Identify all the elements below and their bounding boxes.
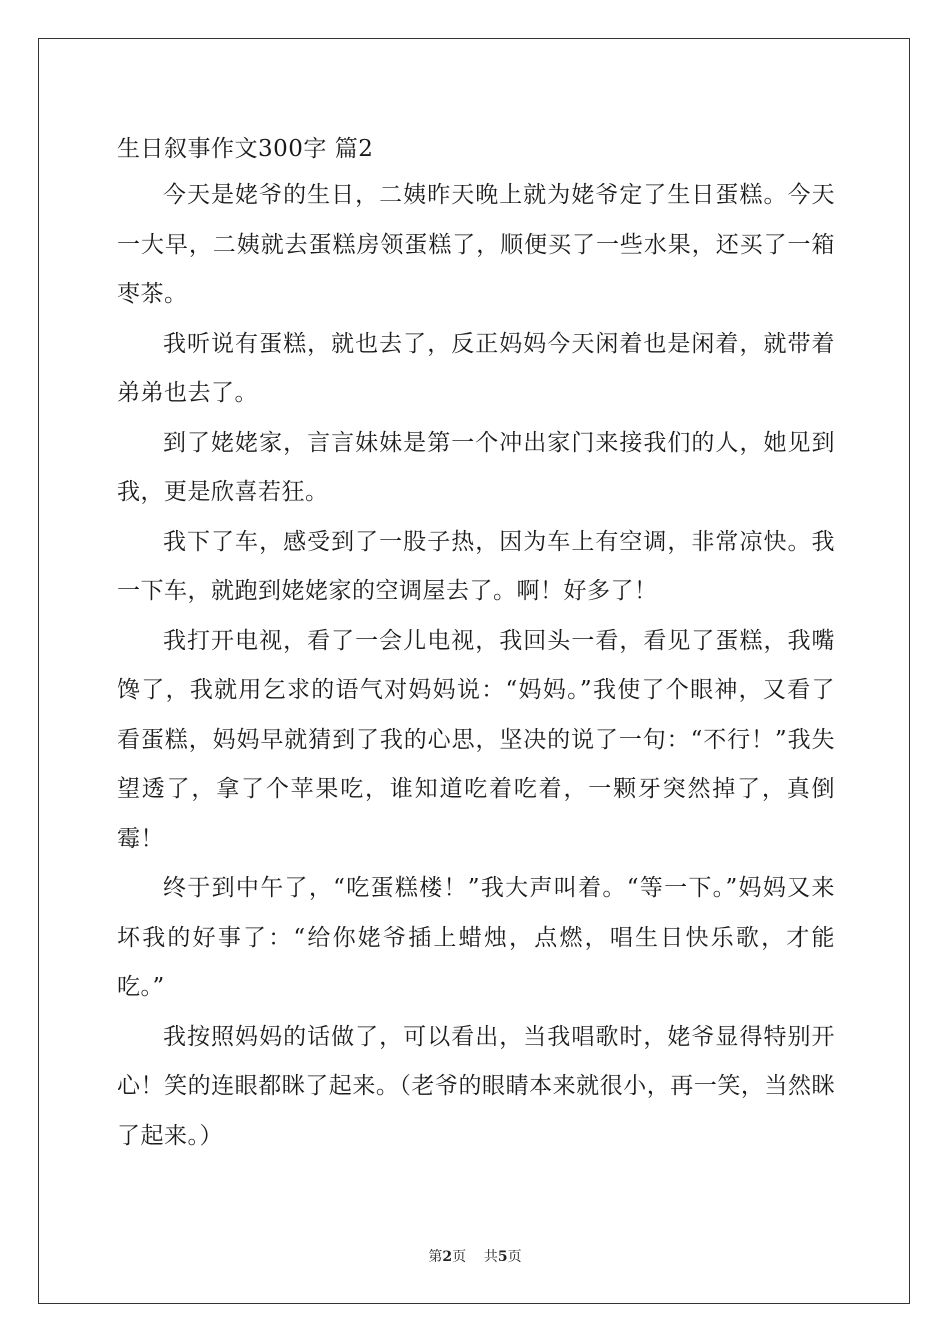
paragraph-2: 我听说有蛋糕，就也去了，反正妈妈今天闲着也是闲着，就带着弟弟也去了。: [117, 330, 835, 406]
paragraph-7: 我按照妈妈的话做了，可以看出，当我唱歌时，姥爷显得特别开心！笑的连眼都眯了起来。（老爷的眼睛本来就很小，再一笑，当然眯了起来。）: [117, 1023, 835, 1149]
total-prefix: 共: [483, 1249, 498, 1265]
paragraph-4: 我下了车，感受到了一股子热，因为车上有空调，非常凉快。我一下车，就跑到姥姥家的空调屋去了。啊！好多了！: [117, 528, 835, 604]
page-footer: [0, 1246, 950, 1266]
page-number-label: [428, 1249, 466, 1265]
total-suffix: 页: [507, 1249, 522, 1265]
total-pages: 5: [497, 1249, 508, 1265]
page-suffix: 页: [452, 1249, 467, 1265]
page-number: 2: [442, 1249, 453, 1265]
paragraph-1: 今天是姥爷的生日，二姨昨天晚上就为姥爷定了生日蛋糕。今天一大早，二姨就去蛋糕房领蛋糕了，顺便买了一些水果，还买了一箱枣茶。: [117, 182, 835, 307]
paragraph-3: 到了姥姥家，言言妹妹是第一个冲出家门来接我们的人，她见到我，更是欣喜若狂。: [117, 429, 835, 505]
page-prefix: 第: [428, 1249, 443, 1265]
document-body: [117, 128, 835, 1161]
paragraph-6: 终于到中午了，“吃蛋糕楼！”我大声叫着。“等一下。”妈妈又来坏我的好事了：“给你姥爷插上蜡烛，点燃，唱生日快乐歌，才能吃。”: [117, 875, 835, 1000]
total-pages-label: [484, 1249, 522, 1265]
document-title: 生日叙事作文300字 篇2: [117, 136, 374, 162]
paragraph-5: 我打开电视，看了一会儿电视，我回头一看，看见了蛋糕，我嘴馋了，我就用乞求的语气对妈妈说：“妈妈。”我使了个眼神，又看了看蛋糕，妈妈早就猜到了我的心思，坚决的说了一句：“不行！”我失望透了，拿了个苹果吃，谁知道吃着吃着，一颗牙突然掉了，真倒霉！: [117, 627, 835, 852]
